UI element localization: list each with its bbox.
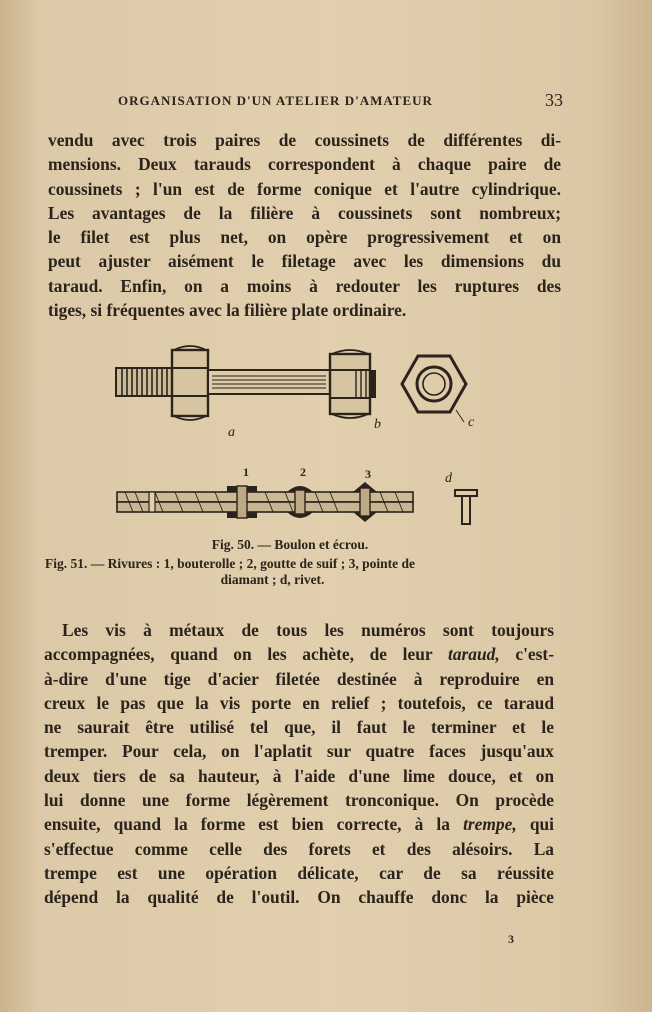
text-line: trempe est une opération délicate, car de sa réussite — [44, 862, 554, 883]
text-line: lui donne une forme légèrement tronconique. On procède — [44, 790, 554, 811]
text-line: à-dire d'une tige d'acier filetée destinée à reproduire en — [44, 668, 554, 689]
bolt-illustration — [116, 346, 376, 420]
text-line: creux le pas que la vis porte en relief ; toutefois, ce taraud — [44, 692, 554, 713]
italic-term-trempe: trempe, — [463, 814, 517, 835]
rivet-d-illustration — [455, 490, 477, 524]
label-1: 1 — [243, 465, 249, 479]
paragraph-2 — [44, 618, 554, 910]
signature-mark: 3 — [508, 932, 514, 946]
label-d: d — [445, 471, 452, 486]
text-line: vendu avec trois paires de coussinets de différentes di- — [48, 130, 561, 150]
text-line: dépend la qualité de l'outil. On chauffe donc la pièce — [44, 887, 554, 908]
text-line: ne saurait être utilisé tel que, il faut le terminer et le — [44, 717, 554, 738]
text-segment: c'est- — [515, 644, 554, 665]
text-line: coussinets ; l'un est de forme conique et l'autre cylindrique. — [48, 178, 561, 199]
figure-51-rivets — [115, 462, 495, 532]
label-b: b — [374, 417, 381, 432]
text-line: s'effectue comme celle des forets et des alésoirs. La — [44, 838, 554, 859]
running-title: ORGANISATION D'UN ATELIER D'AMATEUR — [118, 93, 433, 108]
page-header — [118, 90, 563, 114]
label-a: a — [228, 425, 235, 440]
label-2: 2 — [300, 465, 306, 479]
text-line: taraud. Enfin, on a moins à redouter les ruptures des — [48, 275, 561, 296]
text-line: deux tiers de sa hauteur, à l'aide d'une lime douce, et on — [44, 765, 554, 786]
text-line: tremper. Pour cela, on l'aplatit sur quatre faces jusqu'aux — [44, 741, 554, 762]
text-segment: qui — [529, 814, 554, 835]
paragraph-1 — [48, 128, 561, 322]
text-line — [44, 642, 554, 666]
italic-term-taraud: taraud, — [447, 644, 500, 665]
text-segment: accompagnées, quand on les achète, de leur — [44, 644, 433, 665]
figure-50-bolt-and-nut — [112, 340, 492, 440]
page-number: 33 — [545, 90, 563, 110]
text-segment: ensuite, quand la forme est bien correcte, à la — [44, 814, 450, 835]
nut-illustration — [402, 356, 466, 422]
text-line: le filet est plus net, on opère progressivement et on — [48, 227, 561, 248]
label-c: c — [468, 415, 475, 430]
text-line: tiges, si fréquentes avec la filière plate ordinaire. — [48, 300, 407, 321]
text-line: Les vis à métaux de tous les numéros sont toujours — [62, 620, 554, 640]
figure-51-caption-line2: diamant ; d, rivet. — [220, 572, 325, 587]
text-line: Les avantages de la filière à coussinets sont nombreux; — [48, 202, 561, 223]
label-3: 3 — [365, 467, 371, 481]
text-line — [44, 812, 554, 836]
text-line: mensions. Deux tarauds correspondent à chaque paire de — [48, 154, 561, 175]
figure-50-caption: Fig. 50. — Boulon et écrou. — [211, 537, 369, 552]
figure-51-caption-line1: Fig. 51. — Rivures : 1, bouterolle ; 2, goutte de suif ; 3, pointe de — [45, 556, 415, 571]
rivet-plates-illustration — [117, 482, 413, 522]
figure-51-caption — [45, 556, 560, 588]
text-line: peut ajuster aisément le filetage avec les dimensions du — [48, 251, 561, 272]
